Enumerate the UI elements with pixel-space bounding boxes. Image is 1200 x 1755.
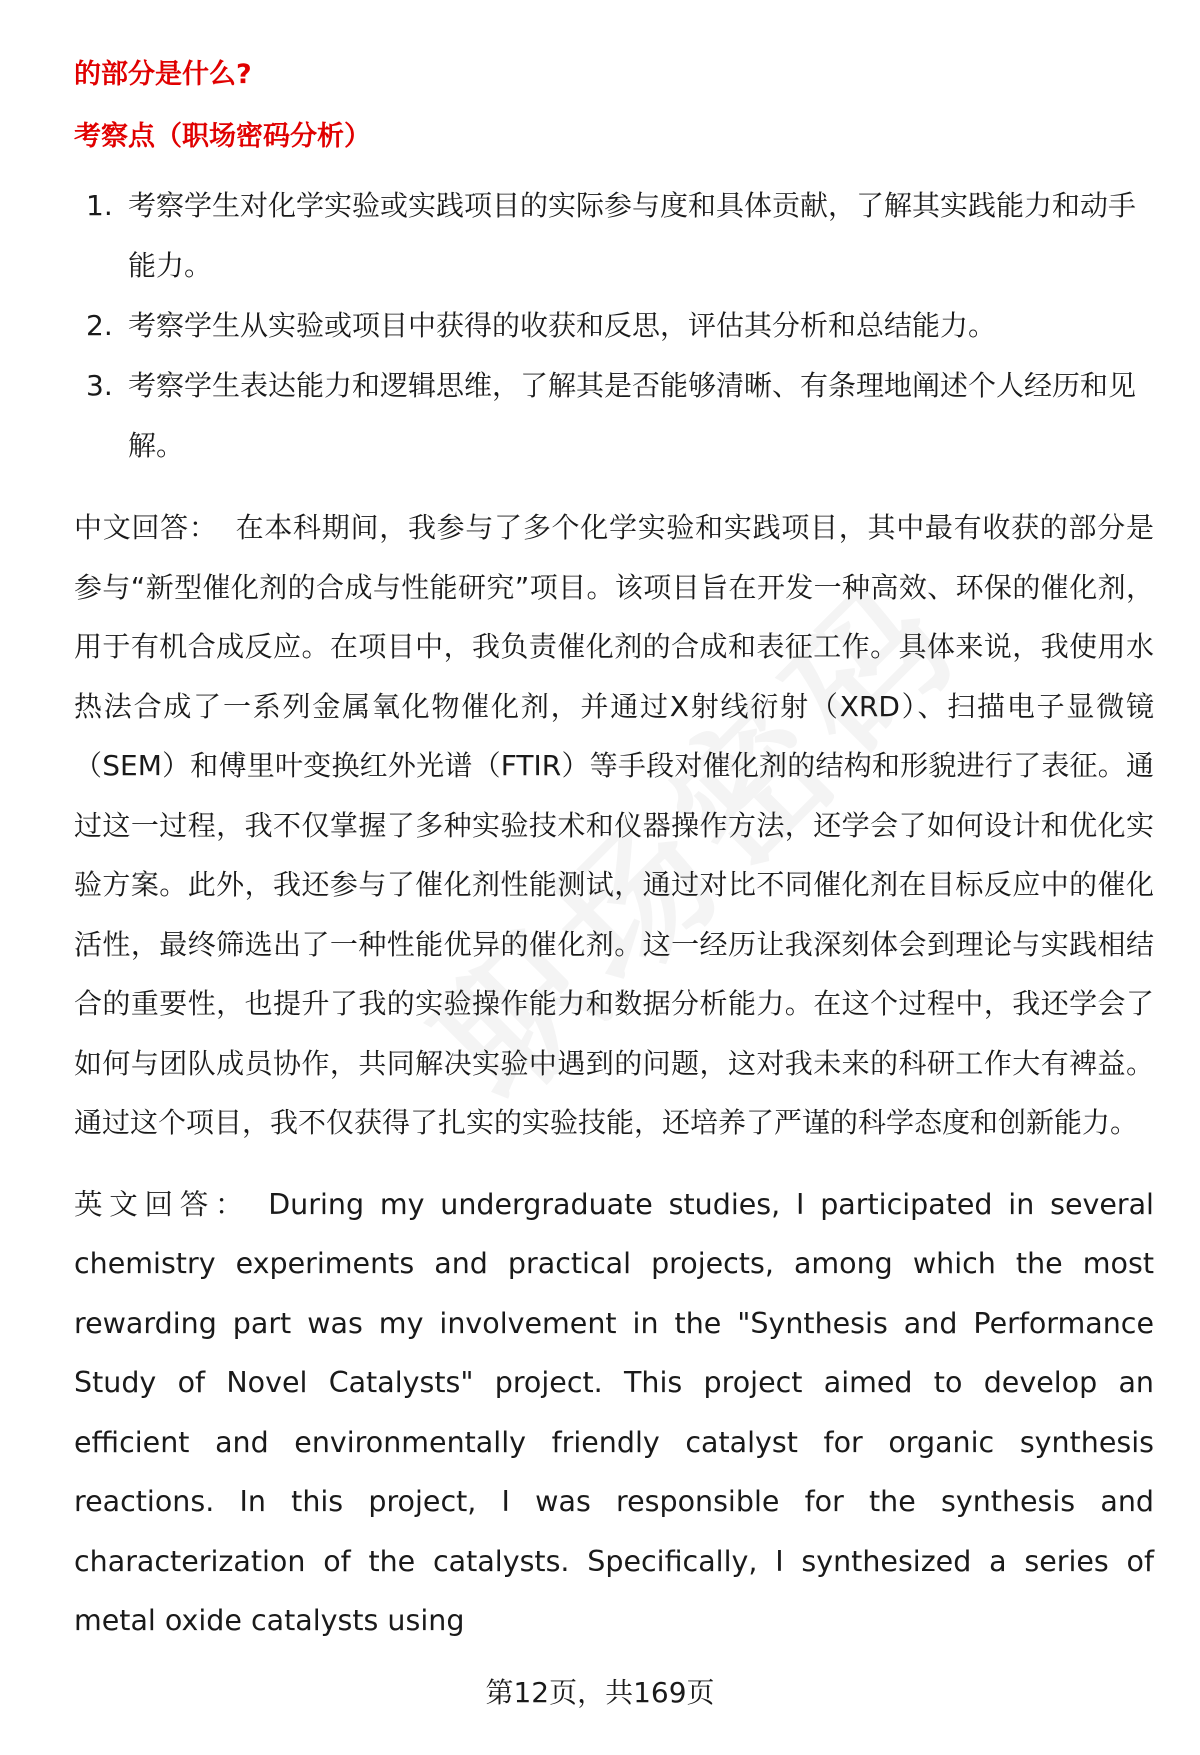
question-tail: 的部分是什么? — [74, 59, 252, 90]
list-number: 1. — [86, 189, 113, 222]
list-item — [74, 356, 1154, 476]
list-number: 3. — [86, 369, 113, 402]
english-answer-text: During my undergraduate studies, I participated in several chemistry experiments and practical projects, among which the most rewarding part was my involvement in the "Synthesis and Performance Study of Novel Catalysts" project. This project aimed to develop an efficient and environmentally friendly catalyst for organic synthesis reactions. In this project, I was responsible for the synthesis and characterization of the catalysts. Specifically, I synthesized a series of metal oxide catalysts using — [74, 1187, 1154, 1637]
list-text: 考察学生从实验或项目中获得的收获和反思，评估其分析和总结能力。 — [128, 309, 997, 342]
list-text: 考察学生对化学实验或实践项目的实际参与度和具体贡献，了解其实践能力和动手能力。 — [128, 189, 1137, 282]
chinese-answer — [74, 498, 1154, 1153]
focus-list — [74, 176, 1154, 476]
chinese-answer-text: 在本科期间，我参与了多个化学实验和实践项目，其中最有收获的部分是参与“新型催化剂的合成与性能研究”项目。该项目旨在开发一种高效、环保的催化剂，用于有机合成反应。在项目中，我负责催化剂的合成和表征工作。具体来说，我使用水热法合成了一系列金属氧化物催化剂，并通过X射线衍射（XRD）、扫描电子显微镜（SEM）和傅里叶变换红外光谱（FTIR）等手段对催化剂的结构和形貌进行了表征。通过这一过程，我不仅掌握了多种实验技术和仪器操作方法，还学会了如何设计和优化实验方案。此外，我还参与了催化剂性能测试，通过对比不同催化剂在目标反应中的催化活性，最终筛选出了一种性能优异的催化剂。这一经历让我深刻体会到理论与实践相结合的重要性，也提升了我的实验操作能力和数据分析能力。在这个过程中，我还学会了如何与团队成员协作，共同解决实验中遇到的问题，这对我未来的科研工作大有裨益。通过这个项目，我不仅获得了扎实的实验技能，还培养了严谨的科学态度和创新能力。 — [74, 511, 1154, 1139]
english-answer — [74, 1175, 1154, 1651]
page-number: 第12页，共169页 — [485, 1676, 715, 1709]
list-item — [74, 296, 1154, 356]
list-text: 考察学生表达能力和逻辑思维，了解其是否能够清晰、有条理地阐述个人经历和见解。 — [128, 369, 1137, 462]
english-answer-label: 英文回答： — [74, 1187, 251, 1221]
list-item — [74, 176, 1154, 296]
chinese-answer-label: 中文回答： — [74, 511, 218, 544]
page-content — [74, 54, 1154, 1651]
focus-heading: 考察点（职场密码分析） — [74, 121, 371, 152]
list-number: 2. — [86, 309, 113, 342]
